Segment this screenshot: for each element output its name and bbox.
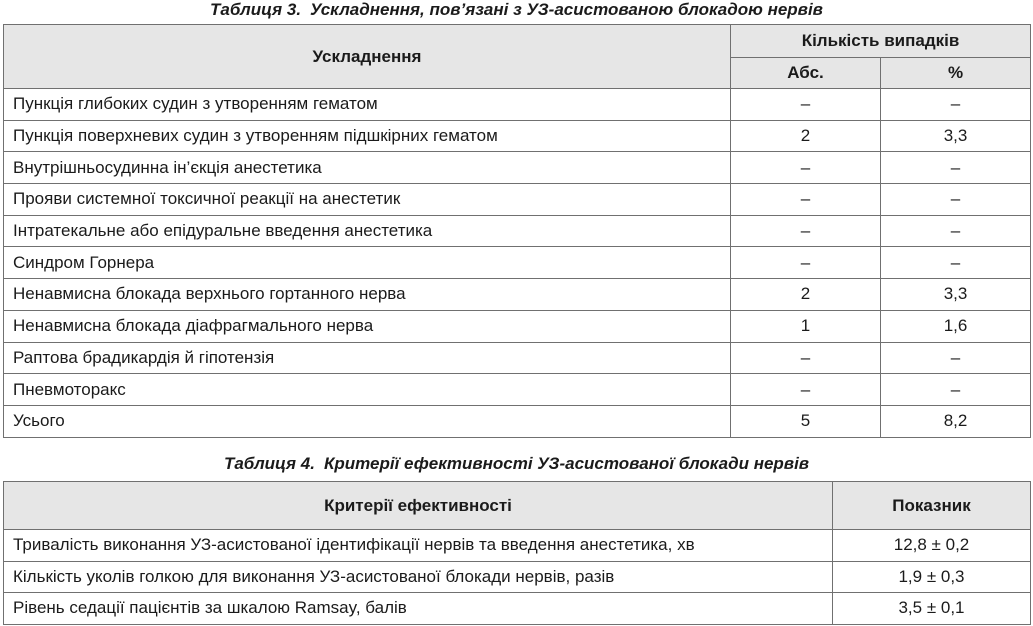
table4-caption-title: Критерії ефективності УЗ-асистованої блокади нервів bbox=[323, 454, 810, 473]
table-row bbox=[4, 247, 1031, 279]
table4-caption bbox=[0, 454, 1033, 474]
complication-cell: Ненавмисна блокада діафрагмального нерва bbox=[4, 310, 731, 342]
percent-cell: 3,3 bbox=[881, 120, 1031, 152]
complication-cell: Інтратекальне або епідуральне введення анестетика bbox=[4, 215, 731, 247]
table-row bbox=[4, 342, 1031, 374]
abs-cell: – bbox=[731, 342, 881, 374]
percent-cell: – bbox=[881, 89, 1031, 121]
criterion-cell: Рівень седації пацієнтів за шкалою Ramsay, балів bbox=[4, 593, 833, 625]
table3-caption bbox=[0, 0, 1033, 20]
complication-cell: Пневмоторакс bbox=[4, 374, 731, 406]
table-row bbox=[4, 279, 1031, 311]
complication-cell: Пункція поверхневих судин з утворенням підшкірних гематом bbox=[4, 120, 731, 152]
table-row bbox=[4, 561, 1031, 593]
abs-cell: 2 bbox=[731, 279, 881, 311]
value-cell: 3,5 ± 0,1 bbox=[833, 593, 1031, 625]
abs-cell: – bbox=[731, 89, 881, 121]
percent-cell: 1,6 bbox=[881, 310, 1031, 342]
percent-cell: 8,2 bbox=[881, 405, 1031, 437]
complication-cell: Раптова брадикардія й гіпотензія bbox=[4, 342, 731, 374]
complication-cell: Прояви системної токсичної реакції на анестетик bbox=[4, 184, 731, 216]
criterion-cell: Кількість уколів голкою для виконання УЗ-асистованої блокади нервів, разів bbox=[4, 561, 833, 593]
abs-cell: – bbox=[731, 184, 881, 216]
abs-cell: – bbox=[731, 374, 881, 406]
abs-cell: 1 bbox=[731, 310, 881, 342]
table3-caption-label: Таблиця 3. bbox=[210, 0, 302, 19]
table-row bbox=[4, 184, 1031, 216]
criterion-cell: Тривалість виконання УЗ-асистованої ідентифікації нервів та введення анестетика, хв bbox=[4, 530, 833, 562]
complication-cell: Пункція глибоких судин з утворенням гематом bbox=[4, 89, 731, 121]
value-header: Показник bbox=[833, 482, 1031, 530]
complication-header: Ускладнення bbox=[4, 25, 731, 89]
value-cell: 12,8 ± 0,2 bbox=[833, 530, 1031, 562]
table-row bbox=[4, 374, 1031, 406]
percent-cell: – bbox=[881, 247, 1031, 279]
complications-table bbox=[3, 24, 1031, 438]
percent-cell: – bbox=[881, 215, 1031, 247]
abs-cell: – bbox=[731, 215, 881, 247]
table4-caption-label: Таблиця 4. bbox=[223, 454, 315, 473]
table-row bbox=[4, 593, 1031, 625]
abs-cell: 2 bbox=[731, 120, 881, 152]
abs-cell: – bbox=[731, 152, 881, 184]
abs-header: Абс. bbox=[731, 58, 881, 89]
table-header-row bbox=[4, 482, 1031, 530]
complication-cell: Внутрішньосудинна ін’єкція анестетика bbox=[4, 152, 731, 184]
table-row bbox=[4, 310, 1031, 342]
table-row bbox=[4, 215, 1031, 247]
complication-cell: Усього bbox=[4, 405, 731, 437]
complication-cell: Ненавмисна блокада верхнього гортанного нерва bbox=[4, 279, 731, 311]
percent-cell: – bbox=[881, 342, 1031, 374]
criterion-header: Критерії ефективності bbox=[4, 482, 833, 530]
table-row bbox=[4, 89, 1031, 121]
abs-cell: 5 bbox=[731, 405, 881, 437]
percent-header: % bbox=[881, 58, 1031, 89]
table-header-row bbox=[4, 25, 1031, 58]
value-cell: 1,9 ± 0,3 bbox=[833, 561, 1031, 593]
percent-cell: 3,3 bbox=[881, 279, 1031, 311]
percent-cell: – bbox=[881, 152, 1031, 184]
table3-caption-title: Ускладнення, пов’язані з УЗ-асистованою блокадою нервів bbox=[310, 0, 823, 19]
abs-cell: – bbox=[731, 247, 881, 279]
efficiency-criteria-table bbox=[3, 481, 1031, 625]
table-row bbox=[4, 152, 1031, 184]
table-row bbox=[4, 120, 1031, 152]
table-total-row bbox=[4, 405, 1031, 437]
percent-cell: – bbox=[881, 374, 1031, 406]
complication-cell: Синдром Горнера bbox=[4, 247, 731, 279]
table-row bbox=[4, 530, 1031, 562]
cases-count-header: Кількість випадків bbox=[731, 25, 1031, 58]
percent-cell: – bbox=[881, 184, 1031, 216]
